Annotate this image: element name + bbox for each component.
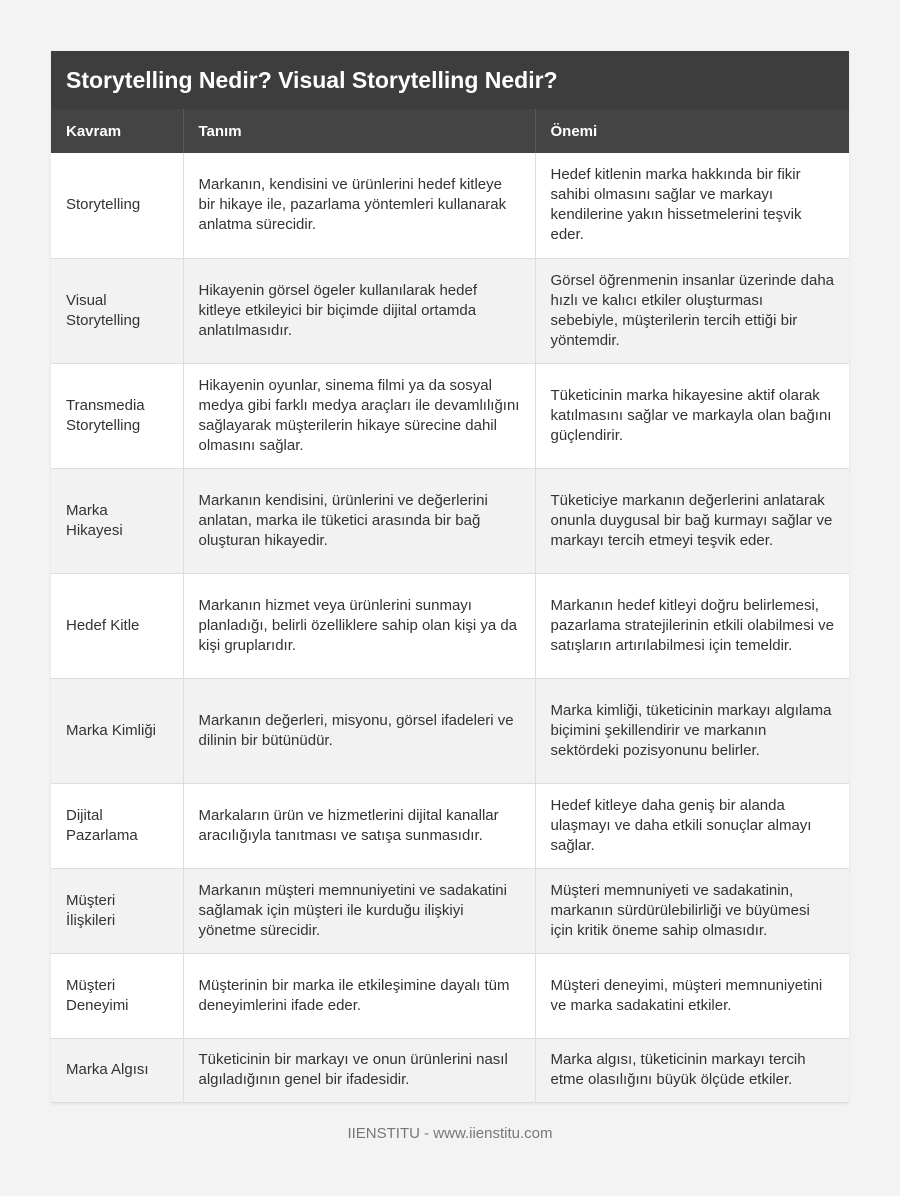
cell-tanim: Hikayenin görsel ögeler kullanılarak hedef kitleye etkileyici bir biçimde dijital ortamda anlatılmasıdır. bbox=[183, 258, 535, 363]
cell-kavram: Müşteri Deneyimi bbox=[51, 953, 183, 1038]
cell-kavram: Storytelling bbox=[51, 153, 183, 258]
table-row bbox=[51, 953, 849, 1038]
table-row bbox=[51, 678, 849, 783]
cell-onemi: Hedef kitleye daha geniş bir alanda ulaşmayı ve daha etkili sonuçlar almayı sağlar. bbox=[535, 783, 849, 868]
cell-kavram: Marka Algısı bbox=[51, 1038, 183, 1102]
cell-kavram: Marka Kimliği bbox=[51, 678, 183, 783]
cell-tanim: Markanın, kendisini ve ürünlerini hedef kitleye bir hikaye ile, pazarlama yöntemleri kullanarak anlatma sürecidir. bbox=[183, 153, 535, 258]
cell-onemi: Müşteri deneyimi, müşteri memnuniyetini ve marka sadakatini etkiler. bbox=[535, 953, 849, 1038]
header-kavram: Kavram bbox=[51, 109, 183, 153]
cell-tanim: Markanın müşteri memnuniyetini ve sadakatini sağlamak için müşteri ile kurduğu ilişkiyi yönetme sürecidir. bbox=[183, 868, 535, 953]
table-header-row bbox=[51, 109, 849, 153]
concept-table-card bbox=[51, 51, 849, 1103]
table-row bbox=[51, 363, 849, 468]
table-row bbox=[51, 783, 849, 868]
cell-kavram: Hedef Kitle bbox=[51, 573, 183, 678]
table-row bbox=[51, 1038, 849, 1102]
cell-onemi: Müşteri memnuniyeti ve sadakatinin, markanın sürdürülebilirliği ve büyümesi için kritik öneme sahip olmasıdır. bbox=[535, 868, 849, 953]
cell-onemi: Marka algısı, tüketicinin markayı tercih etme olasılığını büyük ölçüde etkiler. bbox=[535, 1038, 849, 1102]
cell-tanim: Markaların ürün ve hizmetlerini dijital kanallar aracılığıyla tanıtması ve satışa sunmasıdır. bbox=[183, 783, 535, 868]
table-row bbox=[51, 258, 849, 363]
cell-kavram: Dijital Pazarlama bbox=[51, 783, 183, 868]
table-row bbox=[51, 868, 849, 953]
cell-onemi: Tüketicinin marka hikayesine aktif olarak katılmasını sağlar ve markayla olan bağını güçlendirir. bbox=[535, 363, 849, 468]
header-tanim: Tanım bbox=[183, 109, 535, 153]
cell-onemi: Markanın hedef kitleyi doğru belirlemesi, pazarlama stratejilerinin etkili olabilmesi ve satışların artırılabilmesi için temeldir. bbox=[535, 573, 849, 678]
cell-onemi: Görsel öğrenmenin insanlar üzerinde daha hızlı ve kalıcı etkiler oluşturması sebebiyle, müşterilerin tercih ettiği bir yöntemdir. bbox=[535, 258, 849, 363]
footer-credit: IIENSTITU - www.iienstitu.com bbox=[347, 1125, 553, 1142]
cell-tanim: Hikayenin oyunlar, sinema filmi ya da sosyal medya gibi farklı medya araçları ile devamlılığını sağlayarak müşterilerin hikaye sürecine dahil olmasını sağlar. bbox=[183, 363, 535, 468]
header-onemi: Önemi bbox=[535, 109, 849, 153]
table-row bbox=[51, 468, 849, 573]
table-title: Storytelling Nedir? Visual Storytelling Nedir? bbox=[51, 51, 849, 109]
cell-kavram: Marka Hikayesi bbox=[51, 468, 183, 573]
cell-tanim: Markanın değerleri, misyonu, görsel ifadeleri ve dilinin bir bütünüdür. bbox=[183, 678, 535, 783]
cell-tanim: Markanın kendisini, ürünlerini ve değerlerini anlatan, marka ile tüketici arasında bir bağ oluşturan hikayedir. bbox=[183, 468, 535, 573]
cell-kavram: Transmedia Storytelling bbox=[51, 363, 183, 468]
cell-kavram: Müşteri İlişkileri bbox=[51, 868, 183, 953]
table-row bbox=[51, 573, 849, 678]
cell-tanim: Tüketicinin bir markayı ve onun ürünlerini nasıl algıladığının genel bir ifadesidir. bbox=[183, 1038, 535, 1102]
cell-tanim: Markanın hizmet veya ürünlerini sunmayı planladığı, belirli özelliklere sahip olan kişi ya da kişi gruplarıdır. bbox=[183, 573, 535, 678]
cell-tanim: Müşterinin bir marka ile etkileşimine dayalı tüm deneyimlerini ifade eder. bbox=[183, 953, 535, 1038]
table-row bbox=[51, 153, 849, 258]
cell-kavram: Visual Storytelling bbox=[51, 258, 183, 363]
cell-onemi: Marka kimliği, tüketicinin markayı algılama biçimini şekillendirir ve markanın sektördeki pozisyonunu belirler. bbox=[535, 678, 849, 783]
cell-onemi: Tüketiciye markanın değerlerini anlatarak onunla duygusal bir bağ kurmayı sağlar ve markayı tercih etmeyi teşvik eder. bbox=[535, 468, 849, 573]
concept-table bbox=[51, 109, 849, 1103]
cell-onemi: Hedef kitlenin marka hakkında bir fikir sahibi olmasını sağlar ve markayı kendilerine yakın hissetmelerini teşvik eder. bbox=[535, 153, 849, 258]
